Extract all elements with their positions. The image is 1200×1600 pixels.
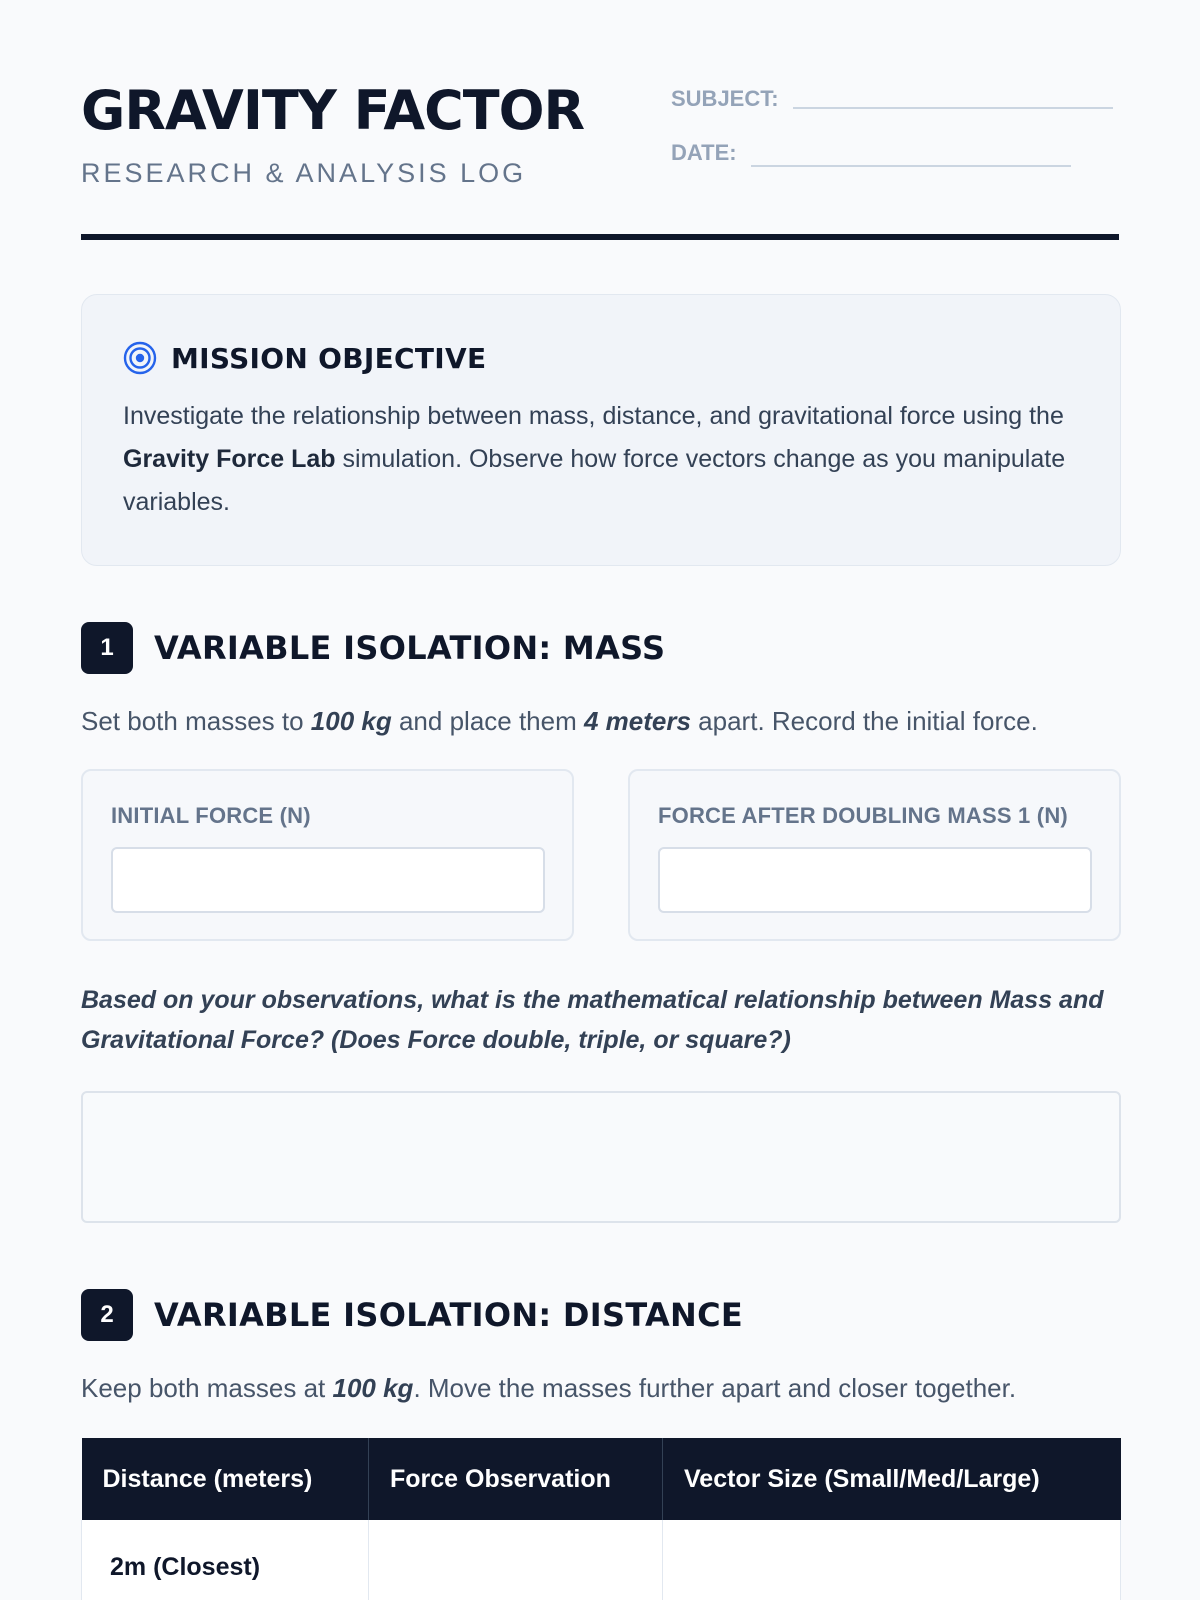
section-1-instructions (81, 706, 1038, 737)
objective-text-part: simulation. Observe how force vectors change as you manipulate variables. (123, 445, 1066, 516)
mass-relationship-answer[interactable] (81, 1091, 1121, 1223)
column-header-distance: Distance (meters) (82, 1438, 369, 1520)
doubled-mass-force-card (628, 769, 1121, 941)
page-subtitle: RESEARCH & ANALYSIS LOG (81, 158, 527, 188)
section-2-instructions (81, 1373, 1016, 1404)
initial-force-label: INITIAL FORCE (N) (111, 803, 311, 828)
vector-size-cell[interactable] (663, 1520, 1121, 1600)
date-label: DATE: (671, 140, 737, 165)
section-title: VARIABLE ISOLATION: DISTANCE (154, 1296, 744, 1334)
distance-table (81, 1438, 1121, 1600)
force-observation-cell[interactable] (369, 1520, 663, 1600)
date-line[interactable] (751, 165, 1071, 167)
table-header-row (82, 1438, 1121, 1520)
header-divider (81, 234, 1119, 240)
section-number-badge: 2 (81, 1289, 133, 1341)
subject-field (671, 88, 1113, 110)
objective-title: MISSION OBJECTIVE (171, 341, 487, 375)
instr-text: apart. Record the initial force. (690, 706, 1038, 736)
subject-label: SUBJECT: (671, 86, 779, 111)
initial-force-card (81, 769, 574, 941)
section-number-badge: 1 (81, 622, 133, 674)
objective-heading (123, 341, 486, 375)
instr-text: and place them (391, 706, 584, 736)
instr-emphasis: 100 kg (332, 1373, 414, 1403)
instr-text: Keep both masses at (81, 1373, 333, 1403)
column-header-force: Force Observation (369, 1438, 663, 1520)
doubled-mass-force-input[interactable] (658, 847, 1092, 913)
distance-cell: 2m (Closest) (82, 1520, 369, 1600)
target-icon (123, 341, 157, 375)
page-title: GRAVITY FACTOR (81, 79, 585, 142)
table-row (82, 1520, 1121, 1600)
initial-force-input[interactable] (111, 847, 545, 913)
mass-relationship-question: Based on your observations, what is the mathematical relationship between Mass and Gravitational Force? (Does Force double, triple, or square?) (81, 986, 1104, 1054)
objective-text-part: Investigate the relationship between mass, distance, and gravitational force using the (123, 402, 1064, 430)
subject-line[interactable] (793, 107, 1113, 109)
simulation-name: Gravity Force Lab (123, 445, 336, 473)
objective-text (123, 395, 1083, 524)
mission-objective-box (81, 294, 1121, 566)
doubled-mass-force-label: FORCE AFTER DOUBLING MASS 1 (N) (658, 803, 1068, 828)
column-header-vector-size: Vector Size (Small/Med/Large) (663, 1438, 1121, 1520)
instr-text: Set both masses to (81, 706, 311, 736)
section-1-heading (81, 622, 665, 674)
instr-emphasis: 100 kg (310, 706, 392, 736)
section-title: VARIABLE ISOLATION: MASS (154, 629, 666, 667)
instr-emphasis: 4 meters (583, 706, 691, 736)
section-2-heading (81, 1289, 743, 1341)
date-field (671, 142, 1071, 164)
header (81, 0, 1119, 242)
instr-text: . Move the masses further apart and closer together. (413, 1373, 1017, 1403)
